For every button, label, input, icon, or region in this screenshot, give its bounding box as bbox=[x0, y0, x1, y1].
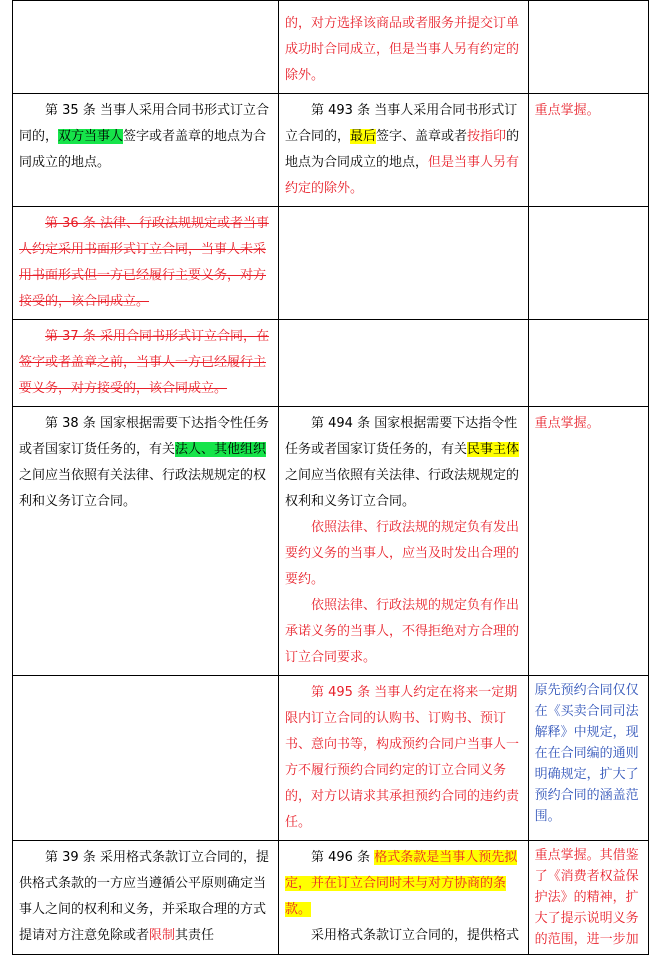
new-article-cell bbox=[279, 1, 529, 94]
added-paragraph: 依照法律、行政法规的规定负有发出要约义务的当事人，应当及时发出合理的要约。 bbox=[285, 520, 520, 587]
old-article-cell bbox=[13, 320, 279, 407]
note-cell bbox=[528, 407, 648, 676]
new-article-cell bbox=[279, 676, 529, 841]
note-cell bbox=[528, 676, 648, 841]
note-cell bbox=[528, 320, 648, 407]
note-cell bbox=[528, 1, 648, 94]
note-cell bbox=[528, 207, 648, 320]
old-article-text bbox=[19, 845, 272, 949]
new-article-cell bbox=[279, 407, 529, 676]
old-text-part: 第 39 条 采用格式条款订立合同的，提供格式条款的一方应当遵循公平原则确定当事人之间的权利和义务，并采取合理的方式提请对方注意免除或者 bbox=[19, 850, 269, 943]
new-article-cell bbox=[279, 841, 529, 955]
note-text: 重点掌握。 bbox=[534, 103, 600, 118]
new-article-cell bbox=[279, 207, 529, 320]
new-article-text bbox=[285, 845, 522, 923]
comparison-table-page bbox=[12, 0, 649, 947]
old-article-cell bbox=[13, 676, 279, 841]
new-article-text: 第 495 条 当事人约定在将来一定期限内订立合同的认购书、订购书、预订书、意向书等，构成预约合同户当事人一方不履行预约合同约定的订立合同义务的，对方以请求其承担预约合同的违约责任。 bbox=[285, 685, 520, 830]
new-article-text bbox=[285, 98, 522, 202]
table-row bbox=[13, 94, 649, 207]
new-text-part: 的地点为合同成立的地点， bbox=[285, 129, 520, 170]
highlighted-text: 法人、其他组织 bbox=[175, 442, 267, 457]
old-text-part: 第 35 条 当事人采用合同书形式订立合同的， bbox=[19, 103, 269, 144]
old-article-cell bbox=[13, 407, 279, 676]
old-text-part: 其责任 bbox=[175, 928, 215, 943]
added-text: 按指印 bbox=[467, 129, 507, 144]
added-paragraph: 依照法律、行政法规的规定负有作出承诺义务的当事人，不得拒绝对方合理的订立合同要求。 bbox=[285, 598, 520, 665]
old-article-text bbox=[19, 411, 272, 515]
table-row bbox=[13, 207, 649, 320]
new-article-cell bbox=[279, 94, 529, 207]
added-text: 但是当事人另有约定的除外。 bbox=[285, 155, 520, 196]
highlighted-text: 最后 bbox=[350, 129, 377, 144]
table-row bbox=[13, 407, 649, 676]
table-row bbox=[13, 1, 649, 94]
new-text-part: 第 493 条 当事人采用合同书形式订立合同的， bbox=[285, 103, 518, 144]
law-comparison-table bbox=[12, 0, 649, 955]
note-text: 原先预约合同仅仅在《买卖合同司法解释》中规定，现在在合同编的通则明确规定，扩大了预约合同的涵盖范围。 bbox=[534, 683, 639, 824]
new-article-text: 采用格式条款订立合同的，提供格式 bbox=[311, 928, 520, 943]
new-text-part: 第 496 条 bbox=[311, 850, 375, 865]
old-article-cell bbox=[13, 1, 279, 94]
note-text: 重点掌握。 bbox=[534, 416, 600, 431]
table-row bbox=[13, 676, 649, 841]
old-article-cell bbox=[13, 841, 279, 955]
old-article-cell bbox=[13, 94, 279, 207]
new-text-part: 第 494 条 国家根据需要下达指令性任务或者国家订货任务的，有关 bbox=[285, 416, 518, 457]
new-text-part: 签字、盖章或者 bbox=[376, 129, 468, 144]
new-text-part: 之间应当依照有关法律、行政法规规定的权利和义务订立合同。 bbox=[285, 468, 520, 509]
table-row bbox=[13, 320, 649, 407]
note-cell bbox=[528, 841, 648, 955]
marked-text: 限制 bbox=[149, 928, 176, 943]
deleted-article-text: 第 36 条 法律、行政法规规定或者当事人约定采用书面形式订立合同，当事人未采用书面形式但一方已经履行主要义务，对方接受的，该合同成立。 bbox=[19, 216, 269, 309]
new-article-cell bbox=[279, 320, 529, 407]
highlighted-text: 格式条款是当事人预先拟定，并在订立合同时未与对方协商的条款。 bbox=[285, 850, 518, 917]
old-text-part: 签字或者盖章的地点为合同成立的地点。 bbox=[19, 129, 267, 170]
note-cell bbox=[528, 94, 648, 207]
highlighted-text: 双方当事人 bbox=[58, 129, 124, 144]
deleted-article-text: 第 37 条 采用合同书形式订立合同，在签字或者盖章之前，当事人一方已经履行主要义务，对方接受的，该合同成立。 bbox=[19, 329, 269, 396]
old-article-text bbox=[19, 98, 272, 176]
highlighted-text: 民事主体 bbox=[467, 442, 520, 457]
note-text: 重点掌握。其借鉴了《消费者权益保护法》的精神，扩大了提示说明义务的范围，进一步加 bbox=[534, 848, 639, 947]
new-article-text: 的，对方选择该商品或者服务并提交订单成功时合同成立，但是当事人另有约定的除外。 bbox=[285, 16, 520, 83]
old-article-cell bbox=[13, 207, 279, 320]
table-row bbox=[13, 841, 649, 955]
old-text-part: 第 38 条 国家根据需要下达指令性任务或者国家订货任务的，有关 bbox=[19, 416, 269, 457]
new-article-text bbox=[285, 411, 522, 515]
old-text-part: 之间应当依照有关法律、行政法规规定的权利和义务订立合同。 bbox=[19, 468, 267, 509]
